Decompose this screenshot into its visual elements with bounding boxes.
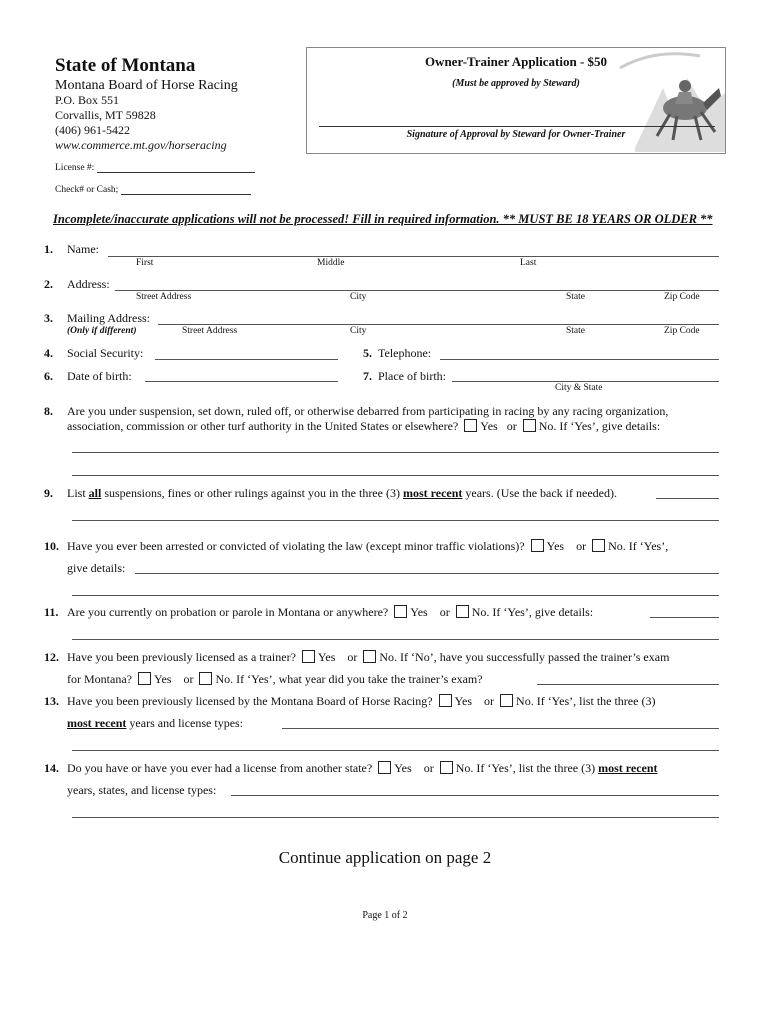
mailing-address-label: Mailing Address: bbox=[67, 311, 150, 325]
q9-post: years. (Use the back if needed). bbox=[465, 486, 617, 500]
steward-approval-box bbox=[306, 47, 726, 154]
q11-yes-label: Yes bbox=[410, 605, 428, 619]
q14-no-checkbox[interactable] bbox=[440, 761, 453, 774]
city-state-zip: Corvallis, MT 59828 bbox=[55, 108, 156, 122]
q14-details-line-1[interactable] bbox=[231, 795, 719, 796]
q3-number: 3. bbox=[44, 311, 53, 325]
q13-number: 13. bbox=[44, 694, 59, 708]
q9-pre: List bbox=[67, 486, 86, 500]
check-label: Check# or Cash; bbox=[55, 185, 119, 195]
q11-no-label: No. If ‘Yes’, give details: bbox=[471, 605, 594, 619]
q12-yes-label: Yes bbox=[317, 650, 336, 664]
q11-answer-line[interactable] bbox=[650, 617, 719, 618]
q13-line1 bbox=[67, 694, 655, 709]
q10-details-line-1[interactable] bbox=[135, 573, 719, 574]
q14-details-label: years, states, and license types: bbox=[67, 783, 217, 797]
q10-number: 10. bbox=[44, 539, 59, 553]
q14-details-line-2[interactable] bbox=[72, 817, 719, 818]
q6-number: 6. bbox=[44, 369, 53, 383]
page-number: Page 1 of 2 bbox=[362, 910, 408, 921]
q8-details-line-2[interactable] bbox=[72, 475, 719, 476]
q5-number: 5. bbox=[363, 346, 372, 360]
name-first-caption: First bbox=[136, 258, 154, 268]
ssn-label: Social Security: bbox=[67, 346, 144, 360]
q10-no-checkbox[interactable] bbox=[592, 539, 605, 552]
q9-line bbox=[67, 486, 617, 501]
birthplace-caption: City & State bbox=[555, 383, 603, 393]
q9-all: all bbox=[88, 486, 102, 500]
agency-name: Montana Board of Horse Racing bbox=[55, 78, 238, 93]
mailing-only-if-different: (Only if different) bbox=[67, 326, 137, 336]
agency-website: www.commerce.mt.gov/horseracing bbox=[55, 138, 227, 152]
q12-exam-yes-label: Yes bbox=[153, 672, 172, 686]
q13-yes-label: Yes bbox=[454, 694, 473, 708]
q10-no-label: No. If ‘Yes’, bbox=[608, 539, 669, 553]
q2-number: 2. bbox=[44, 277, 53, 291]
mailing-state-caption: State bbox=[566, 326, 585, 336]
dob-label: Date of birth: bbox=[67, 369, 132, 383]
q8-number: 8. bbox=[44, 404, 53, 418]
agency-address bbox=[55, 78, 238, 153]
address-input-line[interactable] bbox=[115, 290, 719, 291]
continue-note: Continue application on page 2 bbox=[278, 848, 492, 867]
agency-phone: (406) 961-5422 bbox=[55, 123, 130, 137]
mailing-address-input-line[interactable] bbox=[158, 324, 719, 325]
address-zip-caption: Zip Code bbox=[664, 292, 700, 302]
dob-input-line[interactable] bbox=[145, 381, 338, 382]
q7-number: 7. bbox=[363, 369, 372, 383]
q14-question: Do you have or have you ever had a license from another state? bbox=[67, 761, 373, 775]
q13-most-recent: most recent bbox=[67, 716, 127, 730]
check-field[interactable] bbox=[55, 185, 251, 195]
q12-exam-yes-checkbox[interactable] bbox=[138, 672, 151, 685]
q8-no-checkbox[interactable] bbox=[523, 419, 536, 432]
q12-exam-year-line[interactable] bbox=[537, 684, 719, 685]
q10-yes-checkbox[interactable] bbox=[531, 539, 544, 552]
address-state-caption: State bbox=[566, 292, 585, 302]
q13-years-label: years and license types: bbox=[129, 716, 244, 730]
q8-or: or bbox=[506, 419, 517, 433]
ssn-input-line[interactable] bbox=[155, 359, 338, 360]
q13-or: or bbox=[484, 694, 495, 708]
steward-signature-label: Signature of Approval by Steward for Owner-Trainer bbox=[406, 129, 626, 140]
q12-yes-checkbox[interactable] bbox=[302, 650, 315, 663]
mailing-street-caption: Street Address bbox=[182, 326, 238, 336]
mailing-zip-caption: Zip Code bbox=[664, 326, 700, 336]
q10-line1 bbox=[67, 539, 668, 554]
birthplace-input-line[interactable] bbox=[452, 381, 719, 382]
q11-question: Are you currently on probation or parole in Montana or anywhere? bbox=[67, 605, 389, 619]
q12-exam-no-label: No. If ‘Yes’, what year did you take the trainer’s exam? bbox=[215, 672, 483, 686]
q12-question2: for Montana? bbox=[67, 672, 132, 686]
q1-number: 1. bbox=[44, 242, 53, 256]
warning-text: Incomplete/inaccurate applications will not be processed! Fill in required information. ** MUST BE 18 YEARS OR OLDER ** bbox=[53, 212, 713, 226]
q13-line2 bbox=[67, 716, 243, 731]
license-field[interactable] bbox=[55, 163, 255, 173]
steward-note: (Must be approved by Steward) bbox=[452, 78, 580, 89]
q12-line2 bbox=[67, 672, 483, 687]
q13-no-label: No. If ‘Yes’, list the three (3) bbox=[516, 694, 656, 708]
po-box: P.O. Box 551 bbox=[55, 93, 120, 107]
q14-yes-checkbox[interactable] bbox=[378, 761, 391, 774]
address-city-caption: City bbox=[350, 292, 367, 302]
q10-details-label: give details: bbox=[67, 561, 126, 575]
q12-no-label: No. If ‘No’, have you successfully passed the trainer’s exam bbox=[379, 650, 670, 664]
q13-question: Have you been previously licensed by the Montana Board of Horse Racing? bbox=[67, 694, 433, 708]
steward-signature-line[interactable] bbox=[319, 126, 715, 127]
q9-number: 9. bbox=[44, 486, 53, 500]
telephone-input-line[interactable] bbox=[440, 359, 719, 360]
q10-details-line-2[interactable] bbox=[72, 595, 719, 596]
q8-details-line-1[interactable] bbox=[72, 452, 719, 453]
q13-yes-checkbox[interactable] bbox=[439, 694, 452, 707]
q14-number: 14. bbox=[44, 761, 59, 775]
q10-or: or bbox=[576, 539, 587, 553]
q9-mid: suspensions, fines or other rulings against you in the three (3) bbox=[104, 486, 400, 500]
q11-yes-checkbox[interactable] bbox=[394, 605, 407, 618]
q11-line1 bbox=[67, 605, 593, 620]
q12-no-checkbox[interactable] bbox=[363, 650, 376, 663]
birthplace-label: Place of birth: bbox=[378, 369, 446, 383]
name-label: Name: bbox=[67, 242, 99, 256]
q14-line1 bbox=[67, 761, 658, 776]
address-street-caption: Street Address bbox=[136, 292, 192, 302]
q8-line2 bbox=[67, 419, 660, 434]
q9-most-recent: most recent bbox=[402, 486, 463, 500]
q13-details-line-1[interactable] bbox=[282, 728, 719, 729]
q11-details-line[interactable] bbox=[72, 639, 719, 640]
address-label: Address: bbox=[67, 277, 110, 291]
q8-no-label: No. If ‘Yes’, give details: bbox=[538, 419, 661, 433]
page-title: State of Montana bbox=[55, 55, 196, 76]
q4-number: 4. bbox=[44, 346, 53, 360]
q14-no-label: No. If ‘Yes’, list the three (3) bbox=[455, 761, 596, 775]
license-label: License #: bbox=[55, 163, 95, 173]
q9-details-line[interactable] bbox=[72, 520, 719, 521]
name-middle-caption: Middle bbox=[317, 258, 345, 268]
q11-number: 11. bbox=[44, 605, 59, 619]
q14-or: or bbox=[423, 761, 434, 775]
q12-line1 bbox=[67, 650, 669, 665]
mailing-city-caption: City bbox=[350, 326, 367, 336]
q10-question: Have you ever been arrested or convicted of violating the law (except minor traffic violations)? bbox=[67, 539, 525, 553]
q12-exam-no-checkbox[interactable] bbox=[199, 672, 212, 685]
q8-yes-label: Yes bbox=[480, 419, 498, 433]
q12-question: Have you been previously licensed as a trainer? bbox=[67, 650, 296, 664]
q12-number: 12. bbox=[44, 650, 59, 664]
q8-yes-checkbox[interactable] bbox=[464, 419, 477, 432]
q12-or: or bbox=[347, 650, 358, 664]
q9-answer-line[interactable] bbox=[656, 498, 719, 499]
q10-yes-label: Yes bbox=[546, 539, 565, 553]
telephone-label: Telephone: bbox=[378, 346, 432, 360]
name-last-caption: Last bbox=[520, 258, 537, 268]
q14-most-recent: most recent bbox=[598, 761, 658, 775]
q11-no-checkbox[interactable] bbox=[456, 605, 469, 618]
q13-details-line-2[interactable] bbox=[72, 750, 719, 751]
q13-no-checkbox[interactable] bbox=[500, 694, 513, 707]
q14-yes-label: Yes bbox=[394, 761, 412, 775]
q12-exam-or: or bbox=[183, 672, 194, 686]
q8-question: association, commission or other turf authority in the United States or elsewhere? bbox=[67, 419, 459, 433]
name-input-line[interactable] bbox=[108, 256, 719, 257]
q11-or: or bbox=[439, 605, 450, 619]
q8-line1: Are you under suspension, set down, ruled off, or otherwise debarred from participating in racing by any racing organization, bbox=[67, 404, 669, 418]
application-title: Owner-Trainer Application - $50 bbox=[424, 54, 608, 69]
